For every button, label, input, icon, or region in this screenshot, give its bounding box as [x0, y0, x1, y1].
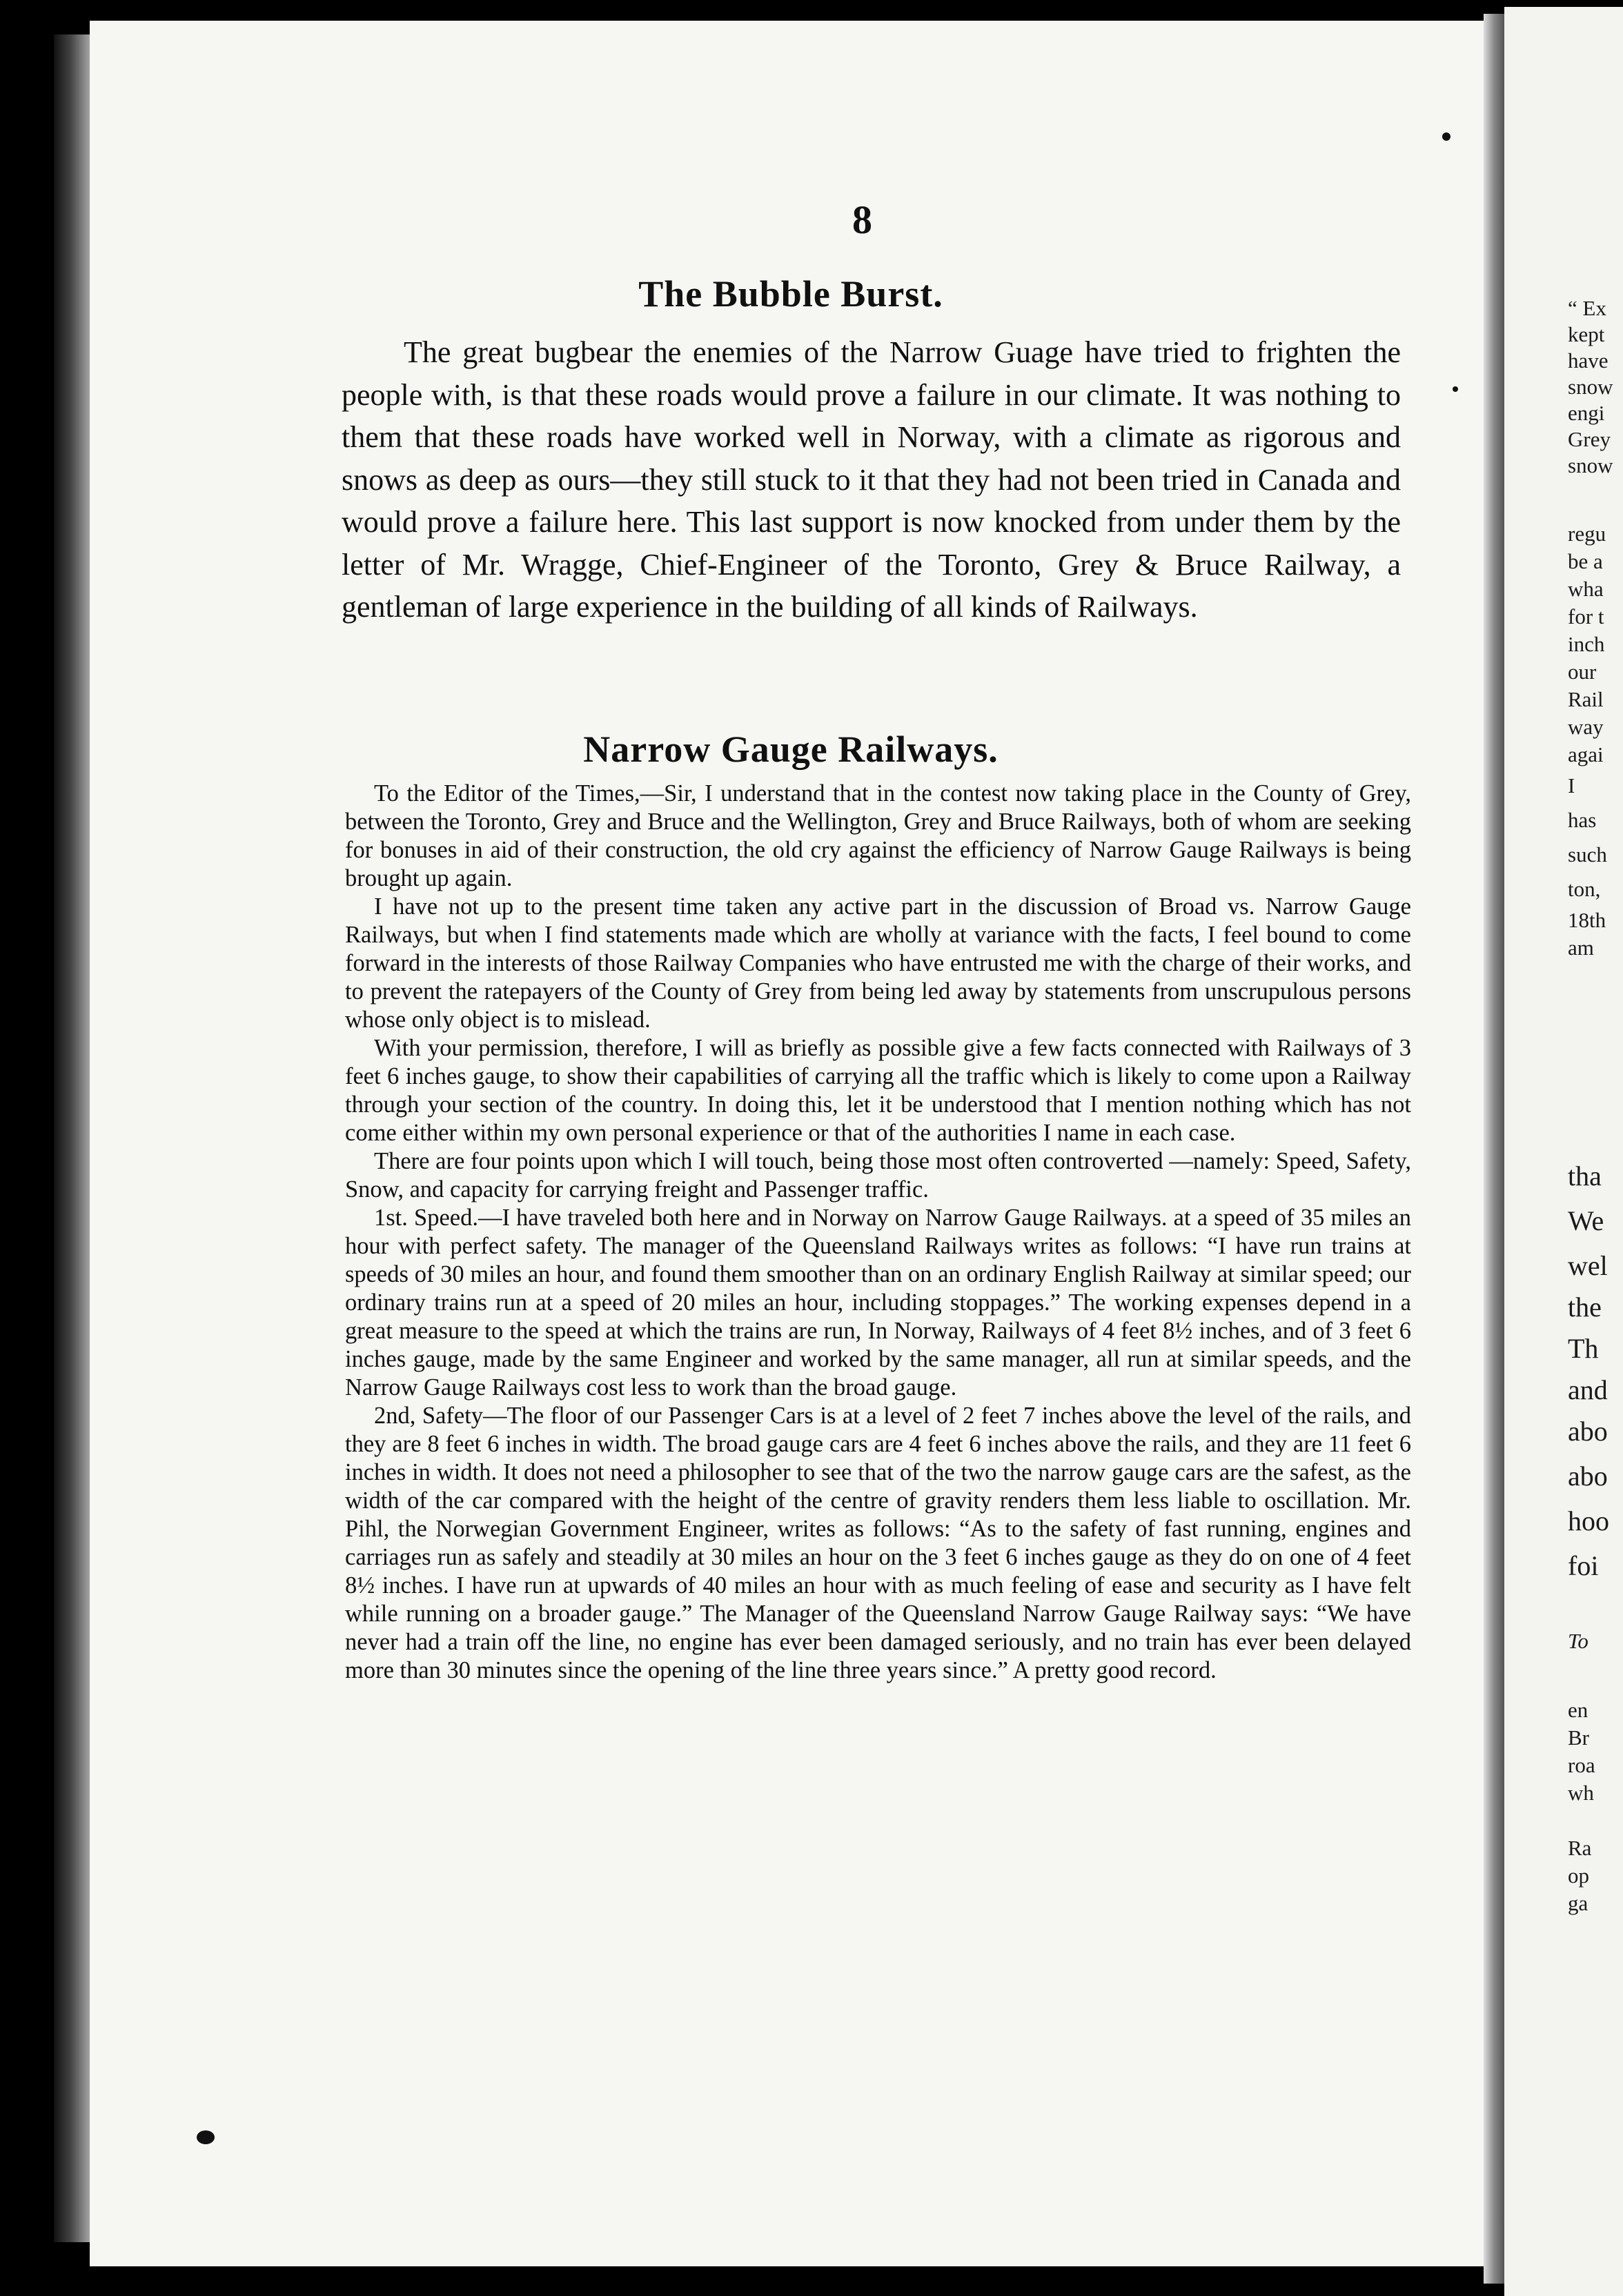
- facing-fragment: snow: [1568, 453, 1613, 477]
- letter-paragraph: With your permission, therefore, I will as briefly as possible give a few facts connected with Railways of 3 feet 6 inches gauge, to show their capabilities of carrying all the traffic which is likely to come upon a Railway through your section of the country. In doing this, let it be understood that I mention nothing which has not come either within my own personal experience or that of the authorities I name in each case.: [345, 1035, 1411, 1146]
- facing-fragment: hoo: [1568, 1505, 1609, 1536]
- facing-fragment: be a: [1568, 549, 1603, 573]
- facing-fragment: such: [1568, 842, 1607, 867]
- facing-fragment: snow: [1568, 375, 1613, 399]
- letter-paragraph: 2nd, Safety—The floor of our Passenger Cars is at a level of 2 feet 7 inches above the level of the rails, and they are 8 feet 6 inches in width. The broad gauge cars are 4 feet 6 inches above the rails, and they are 11 feet 6 inches in width. It does not need a philosopher to see that of the two the narrow gauge cars are the safest, as the width of the car compared with the height of the centre of gravity renders them less liable to oscillation. Mr. Pihl, the Norwegian Government Engineer, writes as follows: “As to the safety of fast running, engines and carriages run as safely and steadily at 30 miles an hour on the 3 feet 6 inches gauge as they do on one of 4 feet 8½ inches. I have run at upwards of 40 miles an hour with as much feeling of ease and security as I have felt while running on a broader gauge.” The Manager of the Queensland Narrow Gauge Railway says: “We have never had a train off the line, no engine has ever been damaged seriously, and no train has ever been delayed more than 30 minutes since the opening of the line three years since.” A pretty good record.: [345, 1403, 1411, 1683]
- facing-fragment: “ Ex: [1568, 296, 1606, 320]
- facing-fragment: en: [1568, 1698, 1588, 1722]
- facing-fragment: way: [1568, 715, 1604, 739]
- letter-paragraph: 1st. Speed.—I have traveled both here and in Norway on Narrow Gauge Railways. at a speed of 35 miles an hour with perfect safety. The manager of the Queensland Railways writes as follows: “I have run trains at speeds of 30 miles an hour, and found them smoother than on an ordinary English Railway at similar speed; our ordinary trains run at a speed of 20 miles an hour, including stoppages.” The working expenses depend in a great measure to the speed at which the trains are run, In Norway, Railways of 4 feet 8½ inches, and of 3 feet 6 inches gauge, made by the same Engineer and worked by the same manager, all run at similar speeds, and the Narrow Gauge Railways cost less to work than the broad gauge.: [345, 1205, 1411, 1401]
- letter-title: Narrow Gauge Railways.: [583, 729, 999, 770]
- facing-fragment: am: [1568, 936, 1594, 960]
- letter-paragraph: There are four points upon which I will touch, being those most often controverted —namely: Speed, Safety, Snow, and capacity for carrying freight and Passenger traffic.: [345, 1148, 1411, 1203]
- facing-fragment: wha: [1568, 577, 1604, 601]
- facing-fragment: regu: [1568, 522, 1606, 546]
- facing-fragment: I: [1568, 773, 1575, 798]
- letter-paragraph: To the Editor of the Times,—Sir, I understand that in the contest now taking place in the County of Grey, between the Toronto, Grey and Bruce and the Wellington, Grey and Bruce Railways, both of whom are seeking for bonuses in aid of their construction, the old cry against the efficiency of Narrow Gauge Railways is being brought up again.: [345, 780, 1411, 891]
- facing-fragment: Br: [1568, 1725, 1589, 1750]
- facing-fragment: for t: [1568, 604, 1604, 629]
- page-number: 8: [852, 197, 872, 242]
- facing-fragment: abo: [1568, 1461, 1608, 1492]
- facing-fragment: Th: [1568, 1333, 1599, 1364]
- facing-fragment: foi: [1568, 1550, 1599, 1581]
- facing-fragment: and: [1568, 1374, 1608, 1405]
- page-gutter: [1484, 14, 1504, 2284]
- facing-fragment: has: [1568, 808, 1597, 832]
- facing-fragment: ga: [1568, 1891, 1588, 1915]
- facing-fragment: op: [1568, 1863, 1589, 1888]
- intro-paragraph: The great bugbear the enemies of the Narrow Guage have tried to frighten the people with, is that these roads would prove a failure in our climate. It was nothing to them that these roads have worked well in Norway, with a climate as rigorous and snows as deep as ours—they still stuck to it that they had not been tried in Canada and would prove a failure here. This last support is now knocked from under them by the letter of Mr. Wragge, Chief-Engineer of the Toronto, Grey & Bruce Railway, a gentleman of large experience in the building of all kinds of Railways.: [342, 335, 1401, 624]
- facing-fragment: inch: [1568, 632, 1605, 656]
- facing-fragment: engi: [1568, 401, 1605, 425]
- facing-fragment: have: [1568, 348, 1609, 373]
- facing-page-edge: [1504, 7, 1623, 2296]
- letter-paragraph: I have not up to the present time taken any active part in the discussion of Broad vs. Narrow Gauge Railways, but when I find statements made which are wholly at variance with the facts, I feel bound to come forward in the interests of those Railway Companies who have entrusted me with the charge of their works, and to prevent the ratepayers of the County of Grey from being led away by statements from unscrupulous persons whose only object is to mislead.: [345, 893, 1411, 1033]
- facing-fragment: tha: [1568, 1160, 1602, 1191]
- facing-fragment: Ra: [1568, 1836, 1592, 1860]
- article-title: The Bubble Burst.: [638, 273, 943, 315]
- ink-speck: [1442, 132, 1450, 141]
- facing-fragment: abo: [1568, 1416, 1608, 1447]
- facing-fragment: roa: [1568, 1753, 1595, 1777]
- facing-fragment: our: [1568, 660, 1597, 684]
- facing-fragment: ton,: [1568, 877, 1601, 901]
- facing-fragment: wh: [1568, 1781, 1594, 1805]
- letter-body: [345, 780, 1411, 1685]
- facing-fragment: the: [1568, 1292, 1602, 1323]
- ink-speck: [1453, 386, 1458, 392]
- ink-blot: [197, 2130, 215, 2144]
- facing-fragment: We: [1568, 1205, 1604, 1236]
- facing-fragment: kept: [1568, 322, 1605, 346]
- facing-fragment: wel: [1568, 1250, 1608, 1281]
- facing-fragment: Rail: [1568, 687, 1604, 711]
- facing-fragment: agai: [1568, 742, 1604, 766]
- facing-fragment: To: [1568, 1629, 1588, 1653]
- facing-fragment: Grey: [1568, 427, 1611, 451]
- facing-fragment: 18th: [1568, 908, 1606, 932]
